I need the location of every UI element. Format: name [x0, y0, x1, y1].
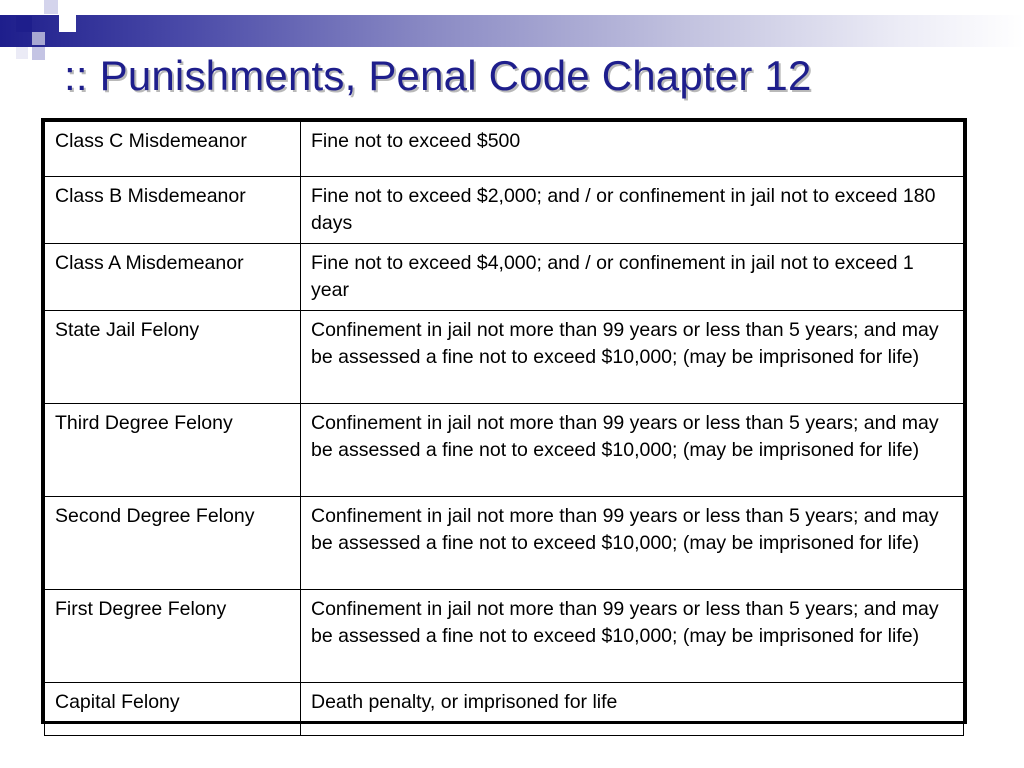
punishments-table [41, 118, 967, 724]
decorative-square [32, 47, 45, 60]
offense-cell: State Jail Felony [45, 311, 301, 404]
decorative-square [59, 15, 76, 32]
punishment-cell: Confinement in jail not more than 99 years or less than 5 years; and may be assessed a fine not to exceed $10,000; (may be imprisoned for life) [301, 590, 964, 683]
table-row [45, 683, 964, 736]
offense-cell: Second Degree Felony [45, 497, 301, 590]
offense-cell: Class B Misdemeanor [45, 177, 301, 244]
table-row [45, 590, 964, 683]
offense-cell: Third Degree Felony [45, 404, 301, 497]
offense-cell: Class A Misdemeanor [45, 244, 301, 311]
table-row [45, 404, 964, 497]
offense-cell: Capital Felony [45, 683, 301, 736]
offense-cell: First Degree Felony [45, 590, 301, 683]
table-row [45, 497, 964, 590]
punishment-cell: Confinement in jail not more than 99 years or less than 5 years; and may be assessed a fine not to exceed $10,000; (may be imprisoned for life) [301, 497, 964, 590]
table-row [45, 177, 964, 244]
header-gradient-band [0, 15, 1024, 47]
offense-cell: Class C Misdemeanor [45, 122, 301, 177]
punishment-cell: Confinement in jail not more than 99 years or less than 5 years; and may be assessed a fine not to exceed $10,000; (may be imprisoned for life) [301, 404, 964, 497]
decorative-square [16, 16, 32, 32]
slide-title: :: Punishments, Penal Code Chapter 12 [64, 52, 812, 99]
punishment-cell: Fine not to exceed $2,000; and / or confinement in jail not to exceed 180 days [301, 177, 964, 244]
punishment-cell: Fine not to exceed $4,000; and / or confinement in jail not to exceed 1 year [301, 244, 964, 311]
punishment-cell: Fine not to exceed $500 [301, 122, 964, 177]
punishment-cell: Death penalty, or imprisoned for life [301, 683, 964, 736]
table-row [45, 122, 964, 177]
table-row [45, 244, 964, 311]
decorative-square [44, 0, 58, 14]
decorative-square [16, 47, 28, 59]
punishment-cell: Confinement in jail not more than 99 years or less than 5 years; and may be assessed a fine not to exceed $10,000; (may be imprisoned for life) [301, 311, 964, 404]
table-row [45, 311, 964, 404]
decorative-square [0, 0, 16, 15]
decorative-square [32, 32, 45, 45]
